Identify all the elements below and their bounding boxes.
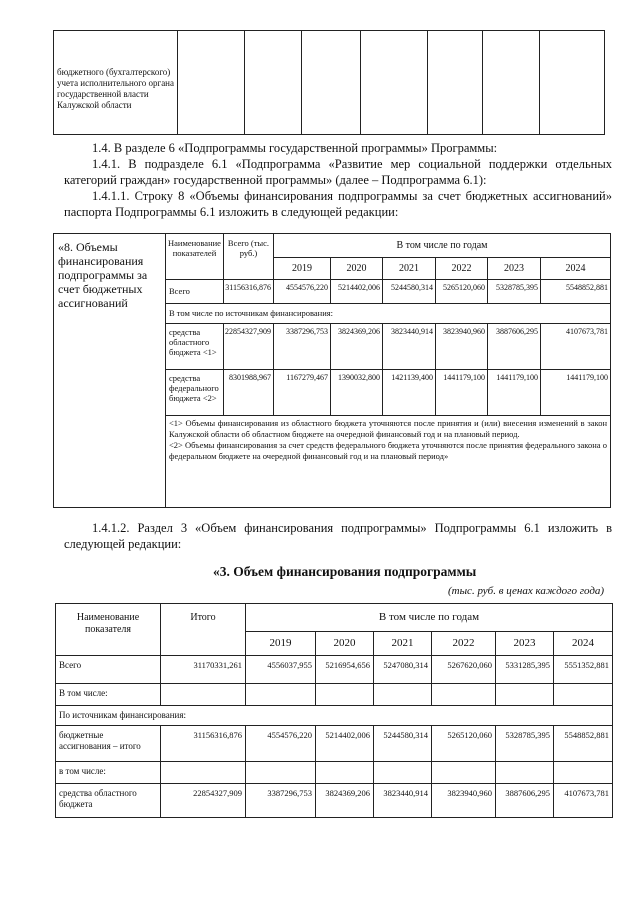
paragraph-1-4-1-2: 1.4.1.2. Раздел 3 «Объем финансирования подпрограммы» Подпрограммы 6.1 изложить в следующей редакции: <box>64 521 612 551</box>
paragraph-1-4-1: 1.4.1. В подразделе 6.1 «Подпрограмма «Развитие мер социальной поддержки отдельных категорий граждан» государственной программы» (далее – Подпрограмма 6.1): <box>64 157 612 187</box>
passport-table <box>53 233 611 508</box>
passport-year: 2023 <box>487 258 540 280</box>
empty-cell <box>316 684 374 706</box>
financing-regional-year: 3823440,914 <box>374 784 432 818</box>
passport-regional-year: 4107673,781 <box>540 324 610 370</box>
financing-budget-year: 5328785,395 <box>496 726 554 762</box>
passport-year: 2019 <box>273 258 330 280</box>
passport-federal-year: 1441179,100 <box>487 370 540 416</box>
passport-total-year: 5548852,881 <box>540 280 610 304</box>
top-table-label: бюджетного (бухгалтерского) учета исполнительного органа государственной власти Калужской области <box>54 31 178 135</box>
financing-year: 2024 <box>554 632 613 656</box>
financing-header-total: Итого <box>161 604 246 656</box>
passport-regional-year: 3387296,753 <box>273 324 330 370</box>
top-table <box>53 30 605 135</box>
passport-regional-value: 22854327,909 <box>223 324 273 370</box>
financing-table <box>55 603 613 818</box>
financing-year: 2023 <box>496 632 554 656</box>
top-table-cell <box>483 31 540 135</box>
financing-budget-year: 4554576,220 <box>246 726 316 762</box>
passport-year: 2024 <box>540 258 610 280</box>
financing-regional-value: 22854327,909 <box>161 784 246 818</box>
passport-header-total: Всего (тыс. руб.) <box>223 234 273 280</box>
empty-cell <box>496 684 554 706</box>
passport-year: 2020 <box>330 258 382 280</box>
financing-year: 2019 <box>246 632 316 656</box>
financing-budget-year: 5214402,006 <box>316 726 374 762</box>
empty-cell <box>432 684 496 706</box>
passport-federal-value: 8301988,967 <box>223 370 273 416</box>
financing-total-value: 31170331,261 <box>161 656 246 684</box>
financing-regional-label: средства областного бюджета <box>56 784 161 818</box>
financing-regional-year: 3824369,206 <box>316 784 374 818</box>
top-table-cell <box>361 31 428 135</box>
financing-incl-label: В том числе: <box>56 684 161 706</box>
top-table-cell <box>178 31 245 135</box>
passport-regional-year: 3887606,295 <box>487 324 540 370</box>
passport-total-year: 5328785,395 <box>487 280 540 304</box>
passport-total-year: 5214402,006 <box>330 280 382 304</box>
empty-cell <box>496 762 554 784</box>
financing-total-year: 5331285,395 <box>496 656 554 684</box>
financing-sources-label: По источникам финансирования: <box>56 706 613 726</box>
financing-incl2-label: в том числе: <box>56 762 161 784</box>
paragraph-1-4: 1.4. В разделе 6 «Подпрограммы государственной программы» Программы: <box>92 141 498 155</box>
section-title: «3. Объем финансирования подпрограммы <box>213 564 477 579</box>
financing-budget-year: 5548852,881 <box>554 726 613 762</box>
financing-total-year: 5247080,314 <box>374 656 432 684</box>
passport-federal-year: 1421139,400 <box>382 370 435 416</box>
empty-cell <box>432 762 496 784</box>
passport-sources-label: В том числе по источникам финансирования: <box>166 304 611 324</box>
empty-cell <box>246 684 316 706</box>
top-table-cell <box>428 31 483 135</box>
passport-federal-label: средства федерального бюджета <2> <box>166 370 224 416</box>
financing-total-label: Всего <box>56 656 161 684</box>
passport-total-value: 31156316,876 <box>223 280 273 304</box>
empty-cell <box>316 762 374 784</box>
empty-cell <box>161 762 246 784</box>
passport-federal-year: 1167279,467 <box>273 370 330 416</box>
empty-cell <box>554 684 613 706</box>
financing-year: 2020 <box>316 632 374 656</box>
financing-budget-year: 5244580,314 <box>374 726 432 762</box>
financing-budget-value: 31156316,876 <box>161 726 246 762</box>
financing-total-year: 5267620,060 <box>432 656 496 684</box>
financing-year: 2021 <box>374 632 432 656</box>
top-table-cell <box>540 31 605 135</box>
passport-total-year: 5265120,060 <box>435 280 487 304</box>
empty-cell <box>246 762 316 784</box>
financing-header-years: В том числе по годам <box>246 604 613 632</box>
passport-year: 2021 <box>382 258 435 280</box>
financing-total-year: 4556037,955 <box>246 656 316 684</box>
top-table-cell <box>302 31 361 135</box>
passport-header-name: Наименование показателей <box>166 234 224 280</box>
empty-cell <box>161 684 246 706</box>
passport-regional-year: 3823940,960 <box>435 324 487 370</box>
passport-total-year: 5244580,314 <box>382 280 435 304</box>
financing-regional-year: 3387296,753 <box>246 784 316 818</box>
paragraph-1-4-1-1: 1.4.1.1. Строку 8 «Объемы финансирования подпрограммы за счет бюджетных ассигнований» паспорта Подпрограммы 6.1 изложить в следующей редакции: <box>64 189 612 219</box>
financing-year: 2022 <box>432 632 496 656</box>
empty-cell <box>554 762 613 784</box>
financing-regional-year: 4107673,781 <box>554 784 613 818</box>
passport-note-2: <2> Объемы финансирования за счет средств федерального бюджета уточняются после принятия федерального закона о федеральном бюджете на очередной финансовый год и на плановый период» <box>169 440 607 461</box>
passport-federal-year: 1390032,800 <box>330 370 382 416</box>
financing-header-name: Наименование показателя <box>56 604 161 656</box>
passport-regional-year: 3824369,206 <box>330 324 382 370</box>
passport-federal-year: 1441179,100 <box>540 370 610 416</box>
passport-year: 2022 <box>435 258 487 280</box>
section-unit: (тыс. руб. в ценах каждого года) <box>448 585 605 597</box>
financing-total-year: 5551352,881 <box>554 656 613 684</box>
passport-note-1: <1> Объемы финансирования из областного бюджета уточняются после принятия и (или) внесения изменений в закон Калужской области об областном бюджете на очередной финансовый год и на плановый период. <box>169 418 607 439</box>
financing-regional-year: 3823940,960 <box>432 784 496 818</box>
financing-budget-year: 5265120,060 <box>432 726 496 762</box>
passport-total-label: Всего <box>166 280 224 304</box>
passport-header-years: В том числе по годам <box>273 234 610 258</box>
passport-row-label: «8. Объемы финансирования подпрограммы за счет бюджетных ассигнований <box>54 234 166 508</box>
passport-notes <box>166 416 611 508</box>
empty-cell <box>374 762 432 784</box>
passport-regional-label: средства областного бюджета <1> <box>166 324 224 370</box>
passport-regional-year: 3823440,914 <box>382 324 435 370</box>
top-table-cell <box>245 31 302 135</box>
financing-total-year: 5216954,656 <box>316 656 374 684</box>
financing-budget-label: бюджетные ассигнования – итого <box>56 726 161 762</box>
passport-total-year: 4554576,220 <box>273 280 330 304</box>
passport-federal-year: 1441179,100 <box>435 370 487 416</box>
financing-regional-year: 3887606,295 <box>496 784 554 818</box>
empty-cell <box>374 684 432 706</box>
